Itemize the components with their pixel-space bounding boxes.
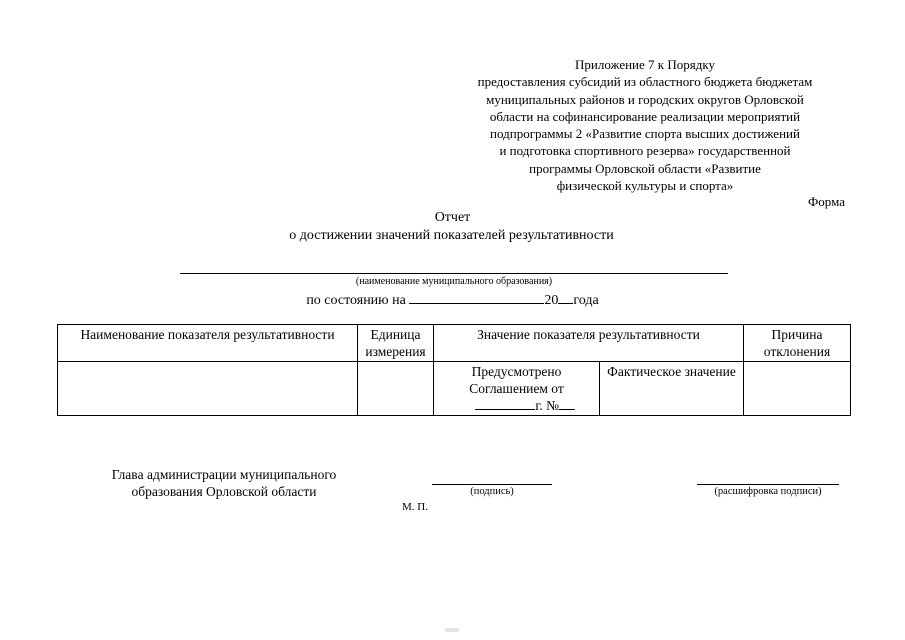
appendix-line: области на софинансирование реализации мероприятий	[489, 108, 801, 124]
appendix-line: Приложение 7 к Порядку	[575, 57, 715, 72]
cell-empty	[58, 362, 358, 416]
signature-caption: (подпись)	[470, 486, 514, 497]
report-subtitle	[0, 227, 905, 245]
agreement-date-blank	[475, 397, 535, 410]
header-indicator-value: Значение показателя результативности	[434, 325, 744, 362]
appendix-line: подпрограммы 2 «Развитие спорта высших достижений	[490, 126, 800, 142]
table-subheader-row	[58, 362, 851, 416]
appendix-line: муниципальных районов и городских округов Орловской	[486, 91, 804, 107]
cell-empty	[358, 362, 434, 416]
indicators-table	[57, 324, 851, 416]
as-of-prefix: по состоянию на	[306, 293, 406, 308]
report-title: Отчет	[434, 210, 471, 225]
position-line1: Главa администрации муниципального	[111, 467, 337, 482]
as-of-date-line	[0, 291, 905, 309]
subheader-planned-tail	[436, 397, 597, 414]
year-blank	[558, 291, 573, 304]
appendix-line: программы Орловской области «Развитие	[529, 160, 761, 176]
table-header-row	[58, 325, 851, 362]
subheader-planned-text: Предусмотрено Соглашением от	[469, 364, 564, 396]
position-line2: образования Орловской области	[131, 484, 317, 499]
year-prefix: 20	[544, 293, 559, 308]
decoding-line	[697, 484, 839, 485]
appendix-line: физической культуры и спорта»	[556, 178, 734, 194]
appendix-header	[440, 56, 850, 194]
municipality-caption: (наименование муниципального образования)	[355, 276, 553, 287]
form-label: Форма	[808, 194, 845, 209]
subheader-actual: Фактическое значение	[600, 362, 744, 416]
date-blank	[409, 291, 544, 304]
page-edge-mark	[445, 628, 459, 632]
signature-line	[432, 484, 552, 485]
agreement-number-label: г. №	[535, 398, 559, 413]
header-indicator-name: Наименование показателя результативности	[58, 325, 358, 362]
signatory-position	[90, 466, 358, 500]
decoding-caption: (расшифровка подписи)	[714, 486, 822, 497]
stamp-place-label: М. П.	[402, 501, 428, 513]
as-of-suffix: года	[573, 293, 599, 308]
header-unit: Единица измерения	[358, 325, 434, 362]
appendix-line: и подготовка спортивного резерва» государственной	[499, 143, 791, 159]
subheader-planned	[434, 362, 600, 416]
appendix-line: предоставления субсидий из областного бюджета бюджетам	[477, 74, 813, 90]
report-subtitle-text: о достижении значений показателей результативности	[289, 228, 614, 243]
header-deviation-reason: Причина отклонения	[744, 325, 851, 362]
cell-empty	[744, 362, 851, 416]
agreement-number-blank	[559, 397, 575, 410]
municipality-blank-line	[180, 273, 728, 274]
